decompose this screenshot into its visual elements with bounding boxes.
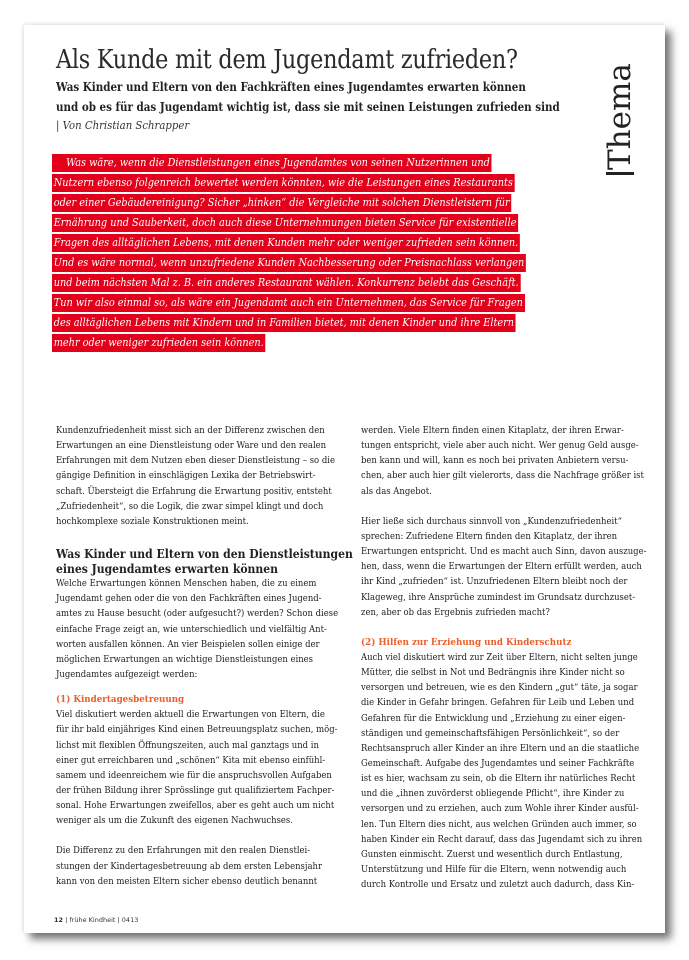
intro-line: Fragen des alltäglichen Lebens, mit denen Kunden mehr oder weniger zufrieden sein können. xyxy=(52,233,572,251)
subtitle-line: Was Kinder und Eltern von den Fachkräften eines Jugendamtes erwarten können xyxy=(56,79,526,94)
article-title: Als Kunde mit dem Jugendamt zufrieden? xyxy=(56,45,518,75)
intro-line: mehr oder weniger zufrieden sein können. xyxy=(52,333,572,351)
section-heading: Was Kinder und Eltern von den Dienstleistungen eines Jugendamtes erwarten können xyxy=(56,546,353,577)
paragraph: Hier ließe sich durchaus sinnvoll von „Kundenzufriedenheit“ sprechen: Zufriedene Eltern finden den Kitaplatz, der ihren Erwartungen entspricht. Und es macht auch Sinn, davon auszuge- hen, dass, wenn die Erwartungen der Eltern erfüllt werden, auch ihr Kind „zufrieden“ ist. Unzufriedenen Eltern bleibt noch der Klageweg, ihre Ansprüche zumindest im Grundsatz durchzuset- zen, aber ob das Ergebnis zufrieden macht? xyxy=(361,515,647,618)
intro-line: Und es wäre normal, wenn unzufriedene Kunden Nachbesserung oder Preisnachlass verlangen xyxy=(52,253,572,271)
intro-line: des alltäglichen Lebens mit Kindern und in Familien bietet, mit denen Kinder und ihre Eltern xyxy=(52,313,572,331)
section-label-text: Thema xyxy=(602,63,638,170)
section-label-bar xyxy=(606,172,634,175)
magazine-name: frühe Kindheit xyxy=(69,916,116,924)
intro-highlight-block xyxy=(52,153,572,353)
footer-separator: | xyxy=(65,916,70,924)
paragraph: Die Differenz zu den Erfahrungen mit den realen Dienstlei- stungen der Kindertagesbetreuung ab dem ersten Lebensjahr kann von den meisten Eltern sicher ebenso deutlich benannt xyxy=(56,845,323,887)
subheading-kindertagesbetreuung: (1) Kindertagesbetreuung xyxy=(56,694,185,706)
paragraph: Viel diskutiert werden aktuell die Erwartungen von Eltern, die für ihr bald einjähriges Kind einen Betreuungsplatz suchen, mög- lichst mit flexiblen Öffnungszeiten, auch mal ganztags und in einer gut erreichbaren und „schönen“ Kita mit ebenso einfühl- samem und ideenreichem wie für die anspruchsvollen Aufgaben der frühen Bildung ihrer Sprösslinge gut qualifiziertem Fachper- sonal. Hohe Erwartungen zweifellos, aber es geht auch um nicht weniger als um die Zukunft des eigenen Nachwuchses. xyxy=(56,709,338,827)
left-column xyxy=(56,423,356,904)
page-footer xyxy=(54,916,138,924)
paragraph: Welche Erwartungen können Menschen haben, die zu einem Jugendamt gehen oder die von den Fachkräften eines Jugend- amtes zu Hause besucht (oder aufgesucht?) werden? Schon diese einfache Frage zeigt an, wie unterschiedlich und vielfältig Ant- worten ausfallen können. An vier Beispielen sollen einige der möglichen Erwartungen an wichtige Dienstleistungen eines Jugendamtes aufgezeigt werden: xyxy=(56,578,339,681)
section-label xyxy=(602,35,638,175)
page-number: 12 xyxy=(54,916,64,924)
intro-line: und beim nächsten Mal z. B. ein anderes Restaurant wählen. Konkurrenz belebt das Geschäft. xyxy=(52,273,572,291)
right-column xyxy=(361,423,661,907)
footer-separator: | xyxy=(117,916,122,924)
paragraph: Auch viel diskutiert wird zur Zeit über Eltern, nicht selten junge Mütter, die selbst in Not und Bedrängnis ihre Kinder nicht so versorgen und betreuen, wie es den Kindern „gut“ täte, ja sogar die Kinder in Gefahr bringen. Gefahren für Leib und Leben und Gefahren für die Entwicklung und „Erziehung zu einer eigen- ständigen und gemeinschaftsfähigen Persönlichkeit“, so der Rechtsanspruch aller Kinder an ihre Eltern und an die staatliche Gemeinschaft. Aufgabe des Jugendamtes und seiner Fachkräfte ist es hier, wachsam zu sein, ob die Eltern ihr natürliches Recht und die „ihnen zuvörderst obliegende Pflicht“, ihre Kinder zu versorgen und zu erziehen, auch zum Wohle ihrer Kinder ausfül- len. Tun Eltern dies nicht, aus welchen Gründen auch immer, so haben Kinder ein Recht darauf, dass das Jugendamt sich zu ihren Gunsten einmischt. Zuerst und wesentlich durch Entlastung, Unterstützung und Hilfe für die Eltern, wenn notwendig auch durch Kontrolle und Ersatz und zuletzt auch dadurch, dass Kin- xyxy=(361,651,643,891)
author-byline: | Von Christian Schrapper xyxy=(56,118,190,132)
subheading-hilfen-zur-erziehung: (2) Hilfen zur Erziehung und Kinderschutz xyxy=(361,636,572,648)
issue-number: 0413 xyxy=(121,916,139,924)
subtitle-line: und ob es für das Jugendamt wichtig ist, dass sie mit seinen Leistungen zufrieden sind xyxy=(56,99,560,114)
intro-line: oder einer Gebäudereinigung? Sicher „hinken“ die Vergleiche mit solchen Dienstleistern für xyxy=(52,193,572,211)
paragraph: Kundenzufriedenheit misst sich an der Differenz zwischen den Erwartungen an eine Dienstleistung oder Ware und den realen Erfahrungen mit dem Nutzen eben dieser Dienstleistung – so die gängige Definition in einschlägigen Lexika der Betriebswirt- schaft. Übersteigt die Erfahrung die Erwartung positiv, entsteht „Zufriedenheit“, so die Logik, die zwar simpel klingt und doch hochkomplexe soziale Konstruktionen meint. xyxy=(56,425,335,527)
article-subtitle xyxy=(56,77,594,117)
intro-line: Ernährung und Sauberkeit, doch auch diese Unternehmungen bieten Service für existentielle xyxy=(52,213,572,231)
intro-line: Tun wir also einmal so, als wäre ein Jugendamt auch ein Unternehmen, das Service für Fragen xyxy=(52,293,572,311)
intro-line: Was wäre, wenn die Dienstleistungen eines Jugendamtes von seinen Nutzerinnen und xyxy=(52,153,572,171)
intro-line: Nutzern ebenso folgenreich bewertet werden könnten, wie die Leistungen eines Restaurants xyxy=(52,173,572,191)
paragraph: werden. Viele Eltern finden einen Kitaplatz, der ihren Erwar- tungen entspricht, viele aber auch nicht. Wer genug Geld ausge- ben kann und will, kann es noch bei privaten Anbietern versu- chen, aber auch hier gilt vielerorts, dass die Nachfrage größer ist als das Angebot. xyxy=(361,425,644,497)
magazine-page xyxy=(24,25,665,933)
